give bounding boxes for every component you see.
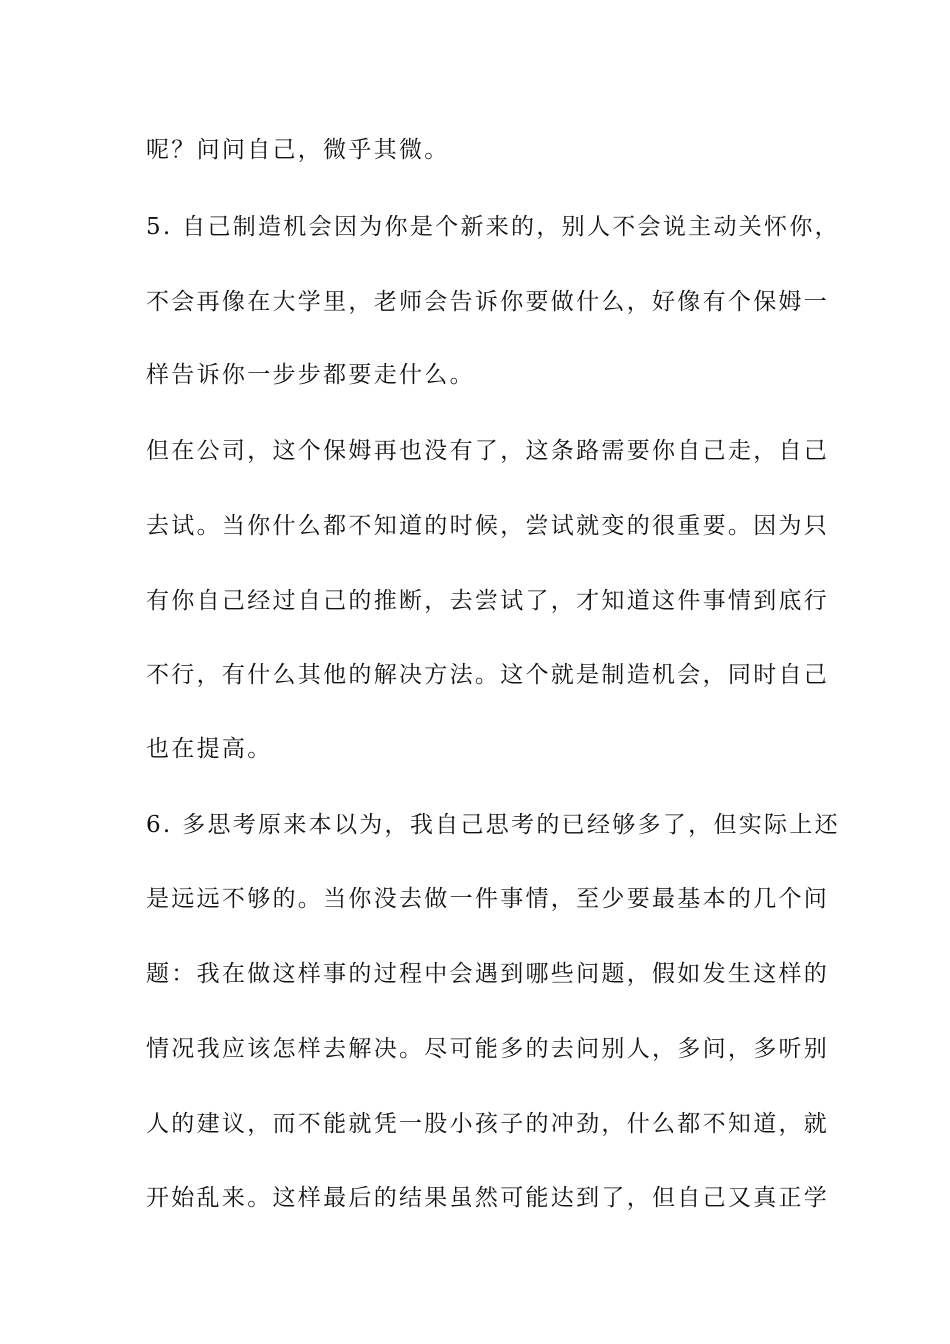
text-line: 情况我应该怎样去解决。尽可能多的去问别人，多问，多听别 bbox=[146, 1036, 830, 1062]
text-line: 样告诉你一步步都要走什么。 bbox=[146, 362, 475, 388]
text-line: 是远远不够的。当你没去做一件事情，至少要最基本的几个问 bbox=[146, 886, 830, 912]
text-line: 有你自己经过自己的推断，去尝试了，才知道这件事情到底行 bbox=[146, 588, 830, 614]
text-line: 题：我在做这样事的过程中会遇到哪些问题，假如发生这样的 bbox=[146, 961, 830, 987]
text-line: 也在提高。 bbox=[146, 736, 273, 762]
text-line: 开始乱来。这样最后的结果虽然可能达到了，但自己又真正学 bbox=[146, 1185, 830, 1211]
text-line: 去试。当你什么都不知道的时候，尝试就变的很重要。因为只 bbox=[146, 513, 830, 539]
text-line: 不会再像在大学里，老师会告诉你要做什么，好像有个保姆一 bbox=[146, 289, 830, 315]
text-line: 人的建议，而不能就凭一股小孩子的冲劲，什么都不知道，就 bbox=[146, 1111, 830, 1137]
text-line: 6. 多思考原来本以为，我自己思考的已经够多了，但实际上还 bbox=[146, 812, 840, 838]
text-line: 不行，有什么其他的解决方法。这个就是制造机会，同时自己 bbox=[146, 662, 830, 688]
text-line: 但在公司，这个保姆再也没有了，这条路需要你自己走，自己 bbox=[146, 438, 830, 464]
text-line: 呢？问问自己，微乎其微。 bbox=[146, 137, 450, 163]
text-line: 5. 自己制造机会因为你是个新来的，别人不会说主动关怀你， bbox=[146, 214, 840, 240]
